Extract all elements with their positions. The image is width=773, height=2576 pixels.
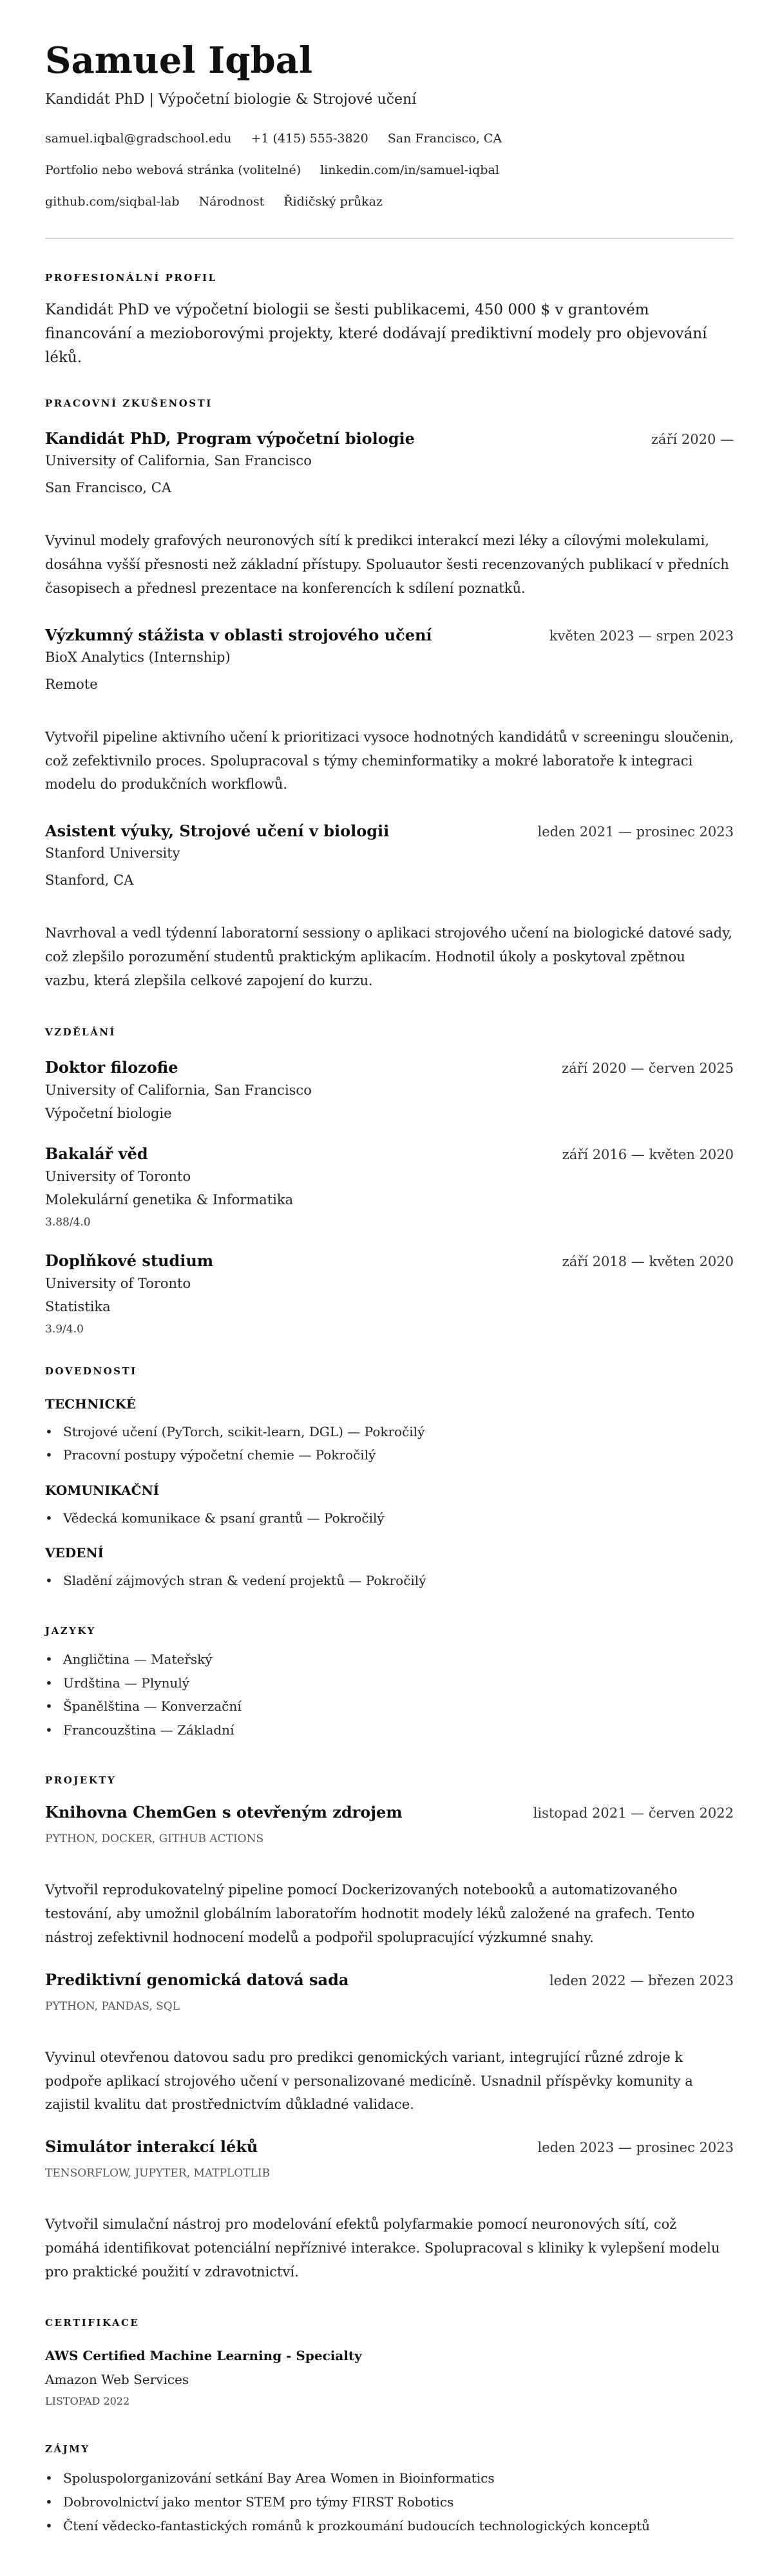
- degree: Doktor filozofie: [45, 1057, 178, 1077]
- section-heading: JAZYKY: [45, 1624, 96, 1637]
- project-description: Vyvinul otevřenou datovou sadu pro predikci genomických variant, integrující různé zdroje k podpoře aplikací strojového učení v personalizované medicíně. Usnadnil příspěvky komunity a zajistil kvalitu dat prostřednictvím důkladné validace.: [45, 2049, 693, 2113]
- date-range: leden 2023 — prosinec 2023: [537, 2140, 734, 2156]
- section-heading: DOVEDNOSTI: [45, 1365, 137, 1377]
- entry-header: [45, 2137, 734, 2158]
- date-range: září 2020 —: [651, 432, 734, 448]
- skill-list: [45, 1569, 734, 1593]
- organization: Stanford University: [45, 845, 180, 861]
- project-title: Simulátor interakcí léků: [45, 2137, 258, 2157]
- job-description: Navrhoval a vedl týdenní laboratorní sessiony o aplikaci strojového učení na biologické datové sady, což zlepšilo porozumění studentů praktickým aplikacím. Hodnotil úkoly a poskytoval zpětnou vazbu, která zlepšila celkové zapojení do kurzu.: [45, 925, 732, 988]
- nationality: Národnost: [198, 195, 265, 209]
- languages-section: [45, 1624, 734, 1742]
- job-title: Výzkumný stážista v oblasti strojového učení: [45, 625, 432, 644]
- language-item: • Angličtina — Mateřský: [45, 1648, 734, 1671]
- section-heading: PROFESIONÁLNÍ PROFIL: [45, 272, 217, 284]
- skill-list: [45, 1420, 734, 1467]
- phone-number: +1 (415) 555-3820: [251, 131, 368, 146]
- skill-group-heading: TECHNICKÉ: [45, 1396, 137, 1412]
- experience-entry: [45, 625, 734, 796]
- date-range: září 2018 — květen 2020: [562, 1253, 734, 1269]
- education-entry: [45, 1057, 734, 1123]
- field-of-study: Statistika: [45, 1298, 111, 1314]
- organization: BioX Analytics (Internship): [45, 649, 231, 665]
- organization: University of California, San Francisco: [45, 453, 312, 469]
- experience-entry: [45, 428, 734, 600]
- education-entry: [45, 1251, 734, 1337]
- project-entry: [45, 2137, 734, 2283]
- entry-header: [45, 428, 734, 450]
- education-entry: [45, 1144, 734, 1230]
- school: University of Toronto: [45, 1168, 191, 1184]
- skill-group-heading: KOMUNIKAČNÍ: [45, 1482, 160, 1498]
- language-item: • Francouzština — Základní: [45, 1718, 734, 1742]
- section-heading: CERTIFIKACE: [45, 2317, 140, 2329]
- contact-row: [45, 161, 734, 180]
- date-range: květen 2023 — srpen 2023: [549, 628, 734, 644]
- job-title: Kandidát PhD, Program výpočetní biologie: [45, 429, 415, 448]
- project-technologies: PYTHON, PANDAS, SQL: [45, 1999, 180, 2013]
- resume-header: [45, 39, 734, 239]
- projects-section: [45, 1774, 734, 2283]
- contact-row: [45, 130, 734, 148]
- project-entry: [45, 1970, 734, 2117]
- entry-header: [45, 1251, 734, 1272]
- project-technologies: TENSORFLOW, JUPYTER, MATPLOTLIB: [45, 2167, 271, 2180]
- location: San Francisco, CA: [387, 131, 502, 146]
- entry-header: [45, 625, 734, 646]
- project-description: Vytvořil simulační nástroj pro modelování efektů polyfarmakie pomocí neuronových sítí, což pomáhá identifikovat potenciální nepříznivé interakce. Spolupracoval s kliniky k vylepšení modelu pro praktické použití v zdravotnictví.: [45, 2216, 720, 2280]
- certification-name: AWS Certified Machine Learning - Specialty: [45, 2348, 362, 2364]
- section-heading: ZÁJMY: [45, 2443, 90, 2456]
- certifications-section: [45, 2316, 734, 2408]
- email-link[interactable]: samuel.iqbal@gradschool.edu: [45, 131, 232, 146]
- skills-section: [45, 1365, 734, 1593]
- certification-entry: [45, 2347, 734, 2408]
- project-description: Vytvořil reprodukovatelný pipeline pomocí Dockerizovaných notebooků a automatizovaného testování, aby umožnil globálním laboratořím hodnotit modely léků založené na grafech. Tento nástroj zefektivnil hodnocení modelů a podpořil spolupracující výzkumné snahy.: [45, 1882, 695, 1945]
- skill-item: • Sladění zájmových stran & vedení projektů — Pokročilý: [45, 1569, 734, 1593]
- skill-group-heading: VEDENÍ: [45, 1545, 104, 1561]
- contact-info: [45, 130, 734, 239]
- job-description: Vytvořil pipeline aktivního učení k prioritizaci vysoce hodnotných kandidátů v screeningu sloučenin, což zefektivnilo proces. Spolupracoval s týmy cheminformatiky a mokré laboratoře k integraci modelu do produkčních workflowů.: [45, 729, 734, 793]
- job-location: San Francisco, CA: [45, 480, 172, 496]
- project-title: Knihovna ChemGen s otevřeným zdrojem: [45, 1803, 403, 1822]
- interests-list: [45, 2466, 734, 2537]
- date-range: září 2016 — květen 2020: [562, 1146, 734, 1162]
- field-of-study: Molekulární genetika & Informatika: [45, 1191, 294, 1207]
- portfolio-link[interactable]: Portfolio nebo webová stránka (volitelné): [45, 163, 301, 177]
- languages-list: [45, 1648, 734, 1742]
- degree: Bakalář věd: [45, 1144, 148, 1163]
- certification-issuer: Amazon Web Services: [45, 2372, 189, 2388]
- field-of-study: Výpočetní biologie: [45, 1105, 172, 1121]
- skill-item: • Strojové učení (PyTorch, scikit-learn, DGL) — Pokročilý: [45, 1420, 734, 1444]
- skill-item: • Pracovní postupy výpočetní chemie — Pokročilý: [45, 1443, 734, 1467]
- date-range: listopad 2021 — červen 2022: [533, 1805, 734, 1821]
- education-section: [45, 1026, 734, 1337]
- skill-list: [45, 1506, 734, 1530]
- job-location: Stanford, CA: [45, 872, 134, 889]
- school: University of California, San Francisco: [45, 1082, 312, 1098]
- gpa: 3.9/4.0: [45, 1322, 84, 1336]
- skill-item: • Vědecká komunikace & psaní grantů — Pokročilý: [45, 1506, 734, 1530]
- experience-entry: [45, 821, 734, 992]
- date-range: září 2020 — červen 2025: [562, 1060, 734, 1076]
- entry-header: [45, 821, 734, 842]
- project-entry: [45, 1802, 734, 1949]
- drivers-license: Řidičský průkaz: [283, 195, 383, 209]
- section-heading: PRACOVNÍ ZKUŠENOSTI: [45, 398, 213, 410]
- entry-header: [45, 1970, 734, 1991]
- school: University of Toronto: [45, 1275, 191, 1291]
- interests-section: [45, 2443, 734, 2537]
- job-location: Remote: [45, 676, 98, 692]
- job-description: Vyvinul modely grafových neuronových sítí k predikci interakcí mezi léky a cílovými molekulami, dosáhna vyšší přesnosti než základní přístupy. Spoluautor šesti recenzovaných publikací v předních časopisech a přednesl prezentace na konferencích k sdílení poznatků.: [45, 533, 729, 596]
- linkedin-link[interactable]: linkedin.com/in/samuel-iqbal: [320, 163, 499, 177]
- date-range: leden 2022 — březen 2023: [549, 1972, 734, 1988]
- degree: Doplňkové studium: [45, 1251, 214, 1270]
- language-item: • Urdština — Plynulý: [45, 1671, 734, 1695]
- candidate-name: Samuel Iqbal: [45, 39, 313, 82]
- experience-section: [45, 397, 734, 992]
- gpa: 3.88/4.0: [45, 1215, 91, 1229]
- entry-header: [45, 1802, 734, 1823]
- candidate-headline: Kandidát PhD | Výpočetní biologie & Strojové učení: [45, 91, 417, 108]
- contact-row: [45, 193, 734, 211]
- interest-item: • Dobrovolnictví jako mentor STEM pro týmy FIRST Robotics: [45, 2490, 734, 2514]
- language-item: • Španělština — Konverzační: [45, 1695, 734, 1718]
- job-title: Asistent výuky, Strojové učení v biologii: [45, 822, 390, 841]
- section-heading: VZDĚLÁNÍ: [45, 1026, 116, 1038]
- certification-date: LISTOPAD 2022: [45, 2395, 130, 2408]
- profile-section: [45, 271, 734, 369]
- profile-summary: Kandidát PhD ve výpočetní biologii se šesti publikacemi, 450 000 $ v grantovém financování a mezioborovými projekty, které dodávají prediktivní modely pro objevování léků.: [45, 302, 707, 366]
- project-title: Prediktivní genomická datová sada: [45, 1970, 349, 1989]
- interest-item: • Čtení vědecko-fantastických románů k prozkoumání budoucích technologických konceptů: [45, 2514, 734, 2538]
- project-technologies: PYTHON, DOCKER, GITHUB ACTIONS: [45, 1832, 264, 1846]
- github-link[interactable]: github.com/siqbal-lab: [45, 195, 180, 209]
- entry-header: [45, 1144, 734, 1165]
- section-heading: PROJEKTY: [45, 1774, 117, 1787]
- date-range: leden 2021 — prosinec 2023: [537, 824, 734, 840]
- interest-item: • Spoluspolorganizování setkání Bay Area Women in Bioinformatics: [45, 2466, 734, 2490]
- entry-header: [45, 1057, 734, 1079]
